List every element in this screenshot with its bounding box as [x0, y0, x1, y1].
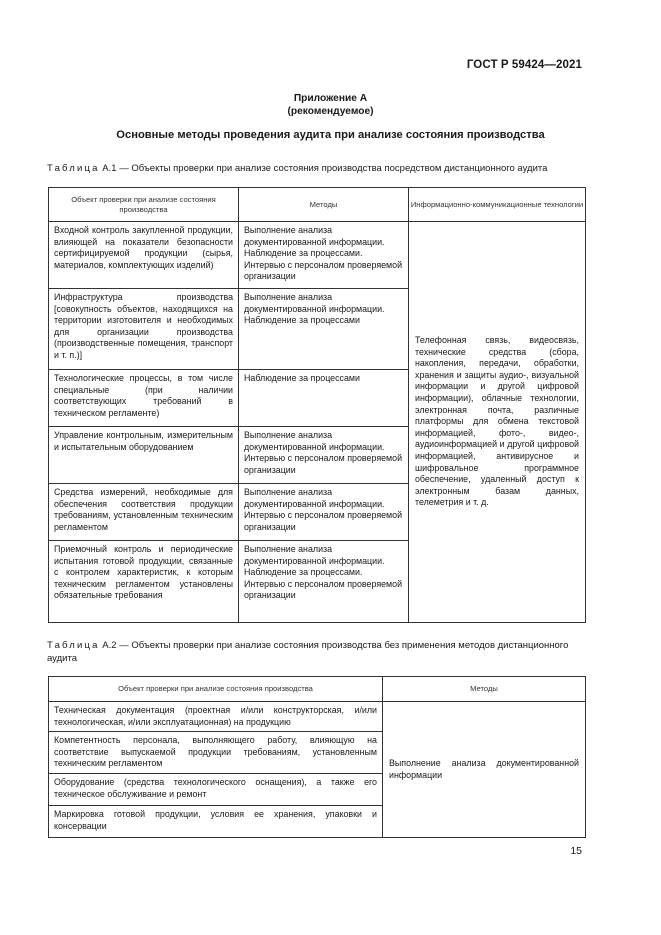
object-cell: Входной контроль закупленной продукции, влияющей на показатели безопасности сертифицируемой продукции (сырья, материалов, комплектующих изделий): [49, 222, 239, 289]
table2-caption: [47, 640, 587, 665]
table2-col-methods: Методы: [383, 677, 586, 702]
table1: [48, 187, 586, 623]
table-row: [49, 222, 586, 289]
object-cell: Средства измерений, необходимые для обеспечения соответствия продукции требованиям, установленным техническим регламентом: [49, 484, 239, 541]
methods-cell: Выполнение анализа документированной информации: [383, 702, 586, 838]
table2-caption-text: А.2 — Объекты проверки при анализе состояния производства без применения методов дистанционного аудита: [47, 640, 569, 664]
table1-caption-text: А.1 — Объекты проверки при анализе состояния производства посредством дистанционного аудита: [102, 163, 548, 174]
annex-title: Приложение А: [293, 93, 368, 104]
methods-cell: Выполнение анализа документированной информации. Интервью с персоналом проверяемой организации: [239, 484, 409, 541]
object-cell: Приемочный контроль и периодические испытания готовой продукции, связанные с контролем характеристик, к которым техническим регламентом установлены обязательные требования: [49, 541, 239, 623]
annex-status: (рекомендуемое): [287, 105, 374, 117]
table1-col-methods: Методы: [239, 188, 409, 222]
table1-caption-label: Таблица: [47, 163, 100, 174]
object-cell: Оборудование (средства технологического оснащения), а также его техническое обслуживание и ремонт: [49, 774, 383, 806]
table2-col-object: Объект проверки при анализе состояния производства: [49, 677, 383, 702]
table1-col-object: Объект проверки при анализе состояния производства: [49, 188, 239, 222]
table1-caption: [47, 163, 587, 176]
methods-cell: Выполнение анализа документированной информации. Интервью с персоналом проверяемой организации: [239, 427, 409, 484]
table1-header-row: [49, 188, 586, 222]
methods-cell: Выполнение анализа документированной информации. Наблюдение за процессами. Интервью с персоналом проверяемой организации: [239, 222, 409, 289]
section-heading: Основные методы проведения аудита при анализе состояния производства: [116, 129, 545, 141]
methods-cell: Выполнение анализа документированной информации. Наблюдение за процессами: [239, 289, 409, 370]
object-cell: Техническая документация (проектная и/или конструкторская, и/или технологическая, и/или эксплуатационная) на продукцию: [49, 702, 383, 732]
annex-block: [0, 93, 661, 118]
methods-cell: Выполнение анализа документированной информации. Наблюдение за процессами. Интервью с персоналом проверяемой организации: [239, 541, 409, 623]
table2-caption-label: Таблица: [47, 640, 100, 651]
page-number: 15: [570, 845, 582, 857]
object-cell: Инфраструктура производства [совокупность объектов, находящихся на территории изготовителя и необходимых для организации производства (производственные помещения, транспорт и т. п.)]: [49, 289, 239, 370]
object-cell: Технологические процессы, в том числе специальные (при наличии соответствующих требований в техническом регламенте): [49, 370, 239, 427]
table2: [48, 676, 586, 838]
table-row: [49, 702, 586, 732]
object-cell: Маркировка готовой продукции, условия ее хранения, упаковки и консервации: [49, 806, 383, 838]
methods-cell: Наблюдение за процессами: [239, 370, 409, 427]
table1-col-technologies: Информационно-коммуникационные технологии: [409, 188, 586, 222]
standard-number: ГОСТ Р 59424—2021: [466, 59, 582, 71]
object-cell: Управление контрольным, измерительным и испытательным оборудованием: [49, 427, 239, 484]
object-cell: Компетентность персонала, выполняющего работу, влияющую на соответствие выпускаемой продукции требованиям, установленным техническим регламентом: [49, 732, 383, 774]
technologies-cell: Телефонная связь, видеосвязь, технические средства (сбора, накопления, передачи, обработки, хранения и защиты аудио-, визуальной информации и другой цифровой информации), облачные технологии, электронная почта, различные платформы для обмена текстовой информацией, фото-, видео-, аудиоинформацией и другой цифровой информацией, антивирусное и шифровальное программное обеспечение, удаленный доступ к электронным базам данных, телеметрия и т. д.: [409, 222, 586, 623]
table2-header-row: [49, 677, 586, 702]
